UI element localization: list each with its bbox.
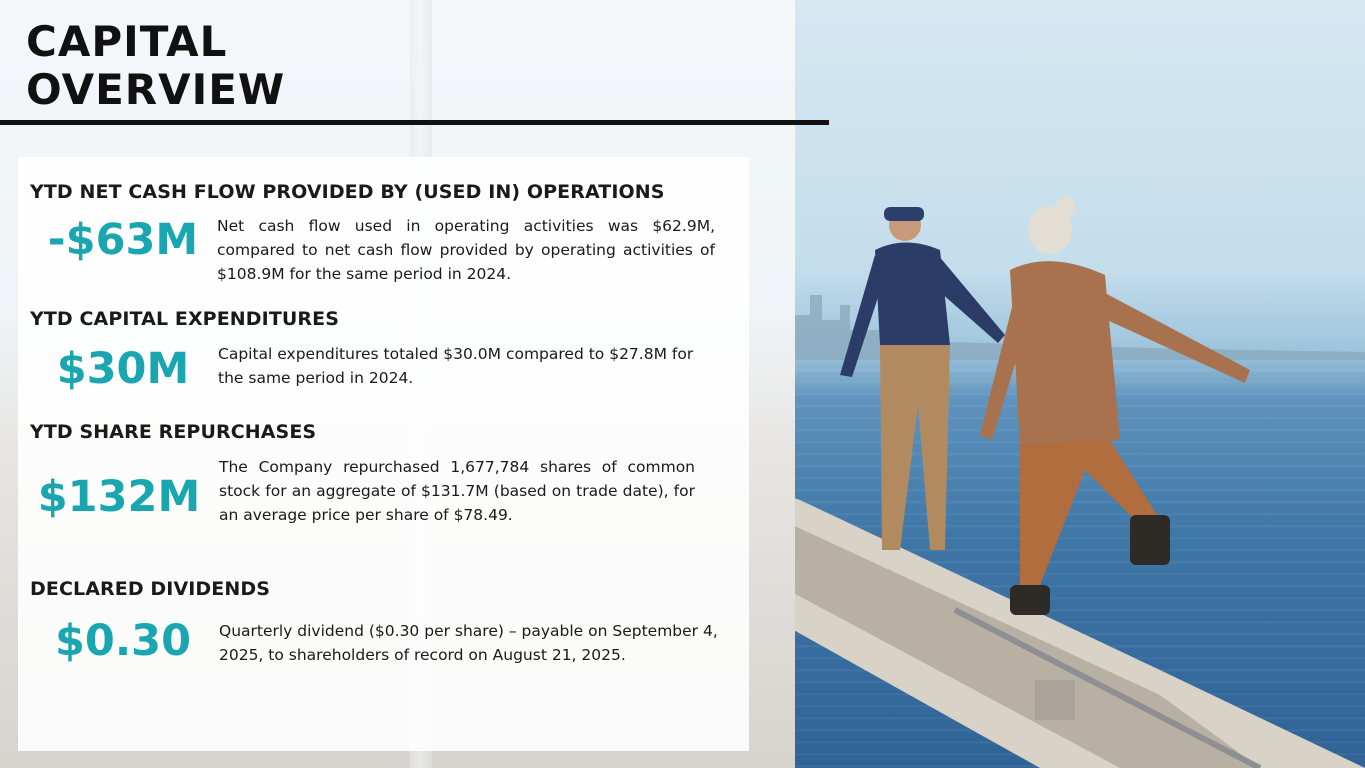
metric-description-operations: Net cash flow used in operating activities was $62.9M, compared to net cash flow provided by operating activities of $108.9M for the same period in 2024.	[217, 217, 715, 283]
title-line-2: OVERVIEW	[26, 65, 286, 114]
section-heading-capex: YTD CAPITAL EXPENDITURES	[30, 308, 340, 330]
page-title	[26, 18, 285, 114]
metric-value-capex: $30M	[56, 344, 190, 394]
metric-value-repurchases: $132M	[37, 472, 201, 522]
metric-description-repurchases: The Company repurchased 1,677,784 shares of common stock for an aggregate of $131.7M (based on trade date), for an average price per share of $78.49.	[219, 458, 695, 524]
people-illustration	[820, 195, 1270, 635]
metric-value-dividends: $0.30	[54, 616, 191, 666]
title-line-1: CAPITAL	[26, 17, 228, 66]
metric-description-dividends: Quarterly dividend ($0.30 per share) – payable on September 4, 2025, to shareholders of record on August 21, 2025.	[219, 622, 718, 664]
metric-description-capex: Capital expenditures totaled $30.0M compared to $27.8M for the same period in 2024.	[218, 345, 694, 387]
section-heading-operations: YTD NET CASH FLOW PROVIDED BY (USED IN) OPERATIONS	[30, 181, 665, 203]
section-heading-repurchases: YTD SHARE REPURCHASES	[30, 421, 317, 443]
content-panel	[18, 157, 749, 751]
metric-value-operations: -$63M	[47, 215, 199, 265]
title-divider	[0, 120, 829, 125]
section-heading-dividends: DECLARED DIVIDENDS	[30, 578, 271, 600]
